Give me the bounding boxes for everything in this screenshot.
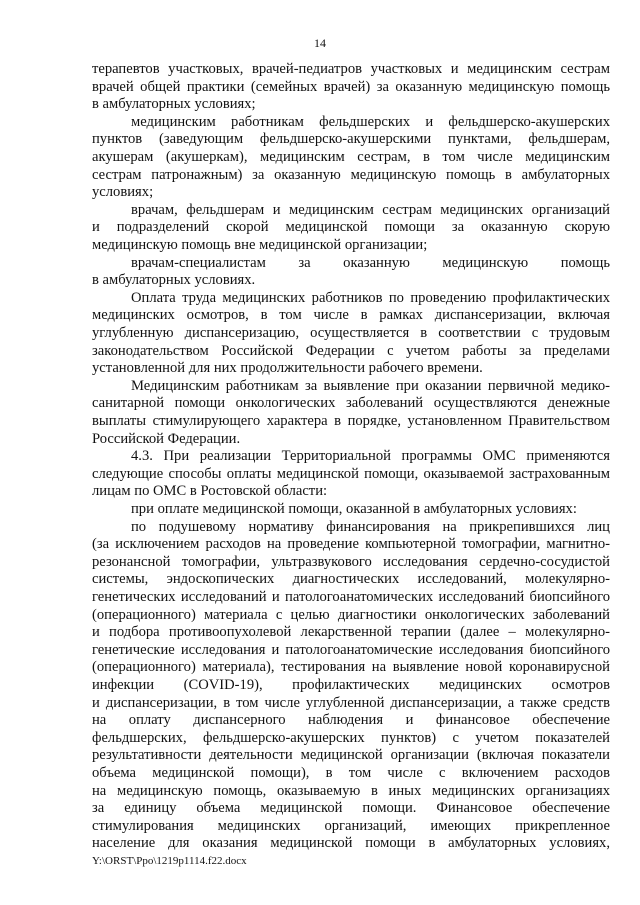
text-line: сестрам патронажным) за оказанную медицинскую помощь в амбулаторных	[92, 166, 610, 183]
file-path-footer: Y:\ORST\Ppo\1219p1114.f22.docx	[92, 855, 247, 867]
text-line: врачей общей практики (семейных врачей) за оказанную медицинскую помощь	[92, 78, 610, 95]
text-line: генетические исследования и патологоанатомические исследования биопсийного	[92, 641, 610, 658]
text-line: врачам-специалистам за оказанную медицинскую помощь	[131, 254, 610, 271]
text-line: за единицу объема медицинской помощи. Финансовое обеспечение	[92, 800, 610, 817]
text-line: и диспансеризации, в том числе углубленной диспансеризации, а также средств	[92, 694, 610, 711]
text-line: Российской Федерации.	[92, 430, 241, 447]
text-line: на медицинскую помощь, оказываемую в иных медицинских организациях	[92, 782, 610, 799]
text-line: медицинским работникам фельдшерских и фельдшерско-акушерских	[131, 113, 610, 130]
text-line: результативности деятельности медицинской организации (включая показатели	[92, 747, 610, 764]
text-line: по подушевому нормативу финансирования на прикрепившихся лиц	[131, 518, 610, 535]
text-line: население для оказания медицинской помощи в амбулаторных условиях,	[92, 835, 610, 852]
text-line: генетических исследований и патологоанатомических исследований биопсийного	[92, 589, 610, 605]
text-line: (операционного) материала с целью диагностики онкологических заболеваний	[92, 606, 610, 623]
text-line: терапевтов участковых, врачей-педиатров участковых и медицинским сестрам	[92, 61, 610, 77]
text-line: установленной для них продолжительности рабочего времени.	[92, 360, 483, 377]
text-line: акушерам (акушеркам), медицинским сестрам, в том числе медицинским	[92, 149, 610, 165]
text-line: в амбулаторных условиях;	[92, 96, 256, 113]
text-line: и подбора противоопухолевой лекарственной терапии (далее – молекулярно-	[92, 624, 610, 641]
text-line: законодательством Российской Федерации с учетом работы за пределами	[92, 342, 610, 359]
text-line: и подразделений скорой медицинской помощи за оказанную скорую	[92, 219, 610, 236]
text-line: выплаты стимулирующего характера в порядке, установленном Правительством	[92, 413, 610, 429]
text-line: стимулирования медицинских организаций, имеющих прикрепленное	[92, 817, 610, 834]
text-line: санитарной помощи онкологических заболеваний осуществляются денежные	[92, 395, 610, 412]
text-line: медицинскую помощь вне медицинской организации;	[92, 237, 428, 253]
text-line: условиях;	[92, 184, 154, 201]
text-line: резонансной томографии, ультразвукового исследования сердечно-сосудистой	[92, 553, 610, 570]
text-line: медицинских осмотров, в том числе в рамках диспансеризации, включая	[92, 307, 610, 324]
text-line: Медицинским работникам за выявление при оказании первичной медико-	[131, 377, 610, 394]
text-line: на оплату диспансерного наблюдения и финансовое обеспечение	[92, 712, 610, 729]
text-line: в амбулаторных условиях.	[92, 272, 256, 289]
text-line: врачам, фельдшерам и медицинским сестрам медицинских организаций	[131, 201, 610, 218]
text-line: фельдшерских, фельдшерско-акушерских пунктов) с учетом показателей	[92, 729, 610, 746]
page-number: 14	[314, 36, 326, 50]
text-line: (за исключением расходов на проведение компьютерной томографии, магнитно-	[92, 536, 610, 553]
text-line: Оплата труда медицинских работников по проведению профилактических	[131, 289, 610, 306]
text-line: лицам по ОМС в Ростовской области:	[92, 483, 328, 500]
text-line: объема медицинской помощи), в том числе с включением расходов	[92, 765, 610, 781]
text-line: инфекции (COVID-19), профилактических медицинских осмотров	[92, 677, 610, 693]
text-line: углубленную диспансеризацию, осуществляется в соответствии с трудовым	[92, 325, 610, 341]
text-line: при оплате медицинской помощи, оказанной в амбулаторных условиях:	[131, 501, 577, 517]
text-line: следующие способы оплаты медицинской помощи, оказываемой застрахованным	[92, 465, 610, 482]
text-line: 4.3. При реализации Территориальной программы ОМС применяются	[131, 448, 610, 465]
text-line: системы, эндоскопических диагностических исследований, молекулярно-	[92, 571, 610, 588]
text-line: (операционного) материала), тестирования на выявление новой коронавирусной	[92, 659, 610, 676]
text-line: пунктов (заведующим фельдшерско-акушерскими пунктами, фельдшерам,	[92, 131, 610, 148]
